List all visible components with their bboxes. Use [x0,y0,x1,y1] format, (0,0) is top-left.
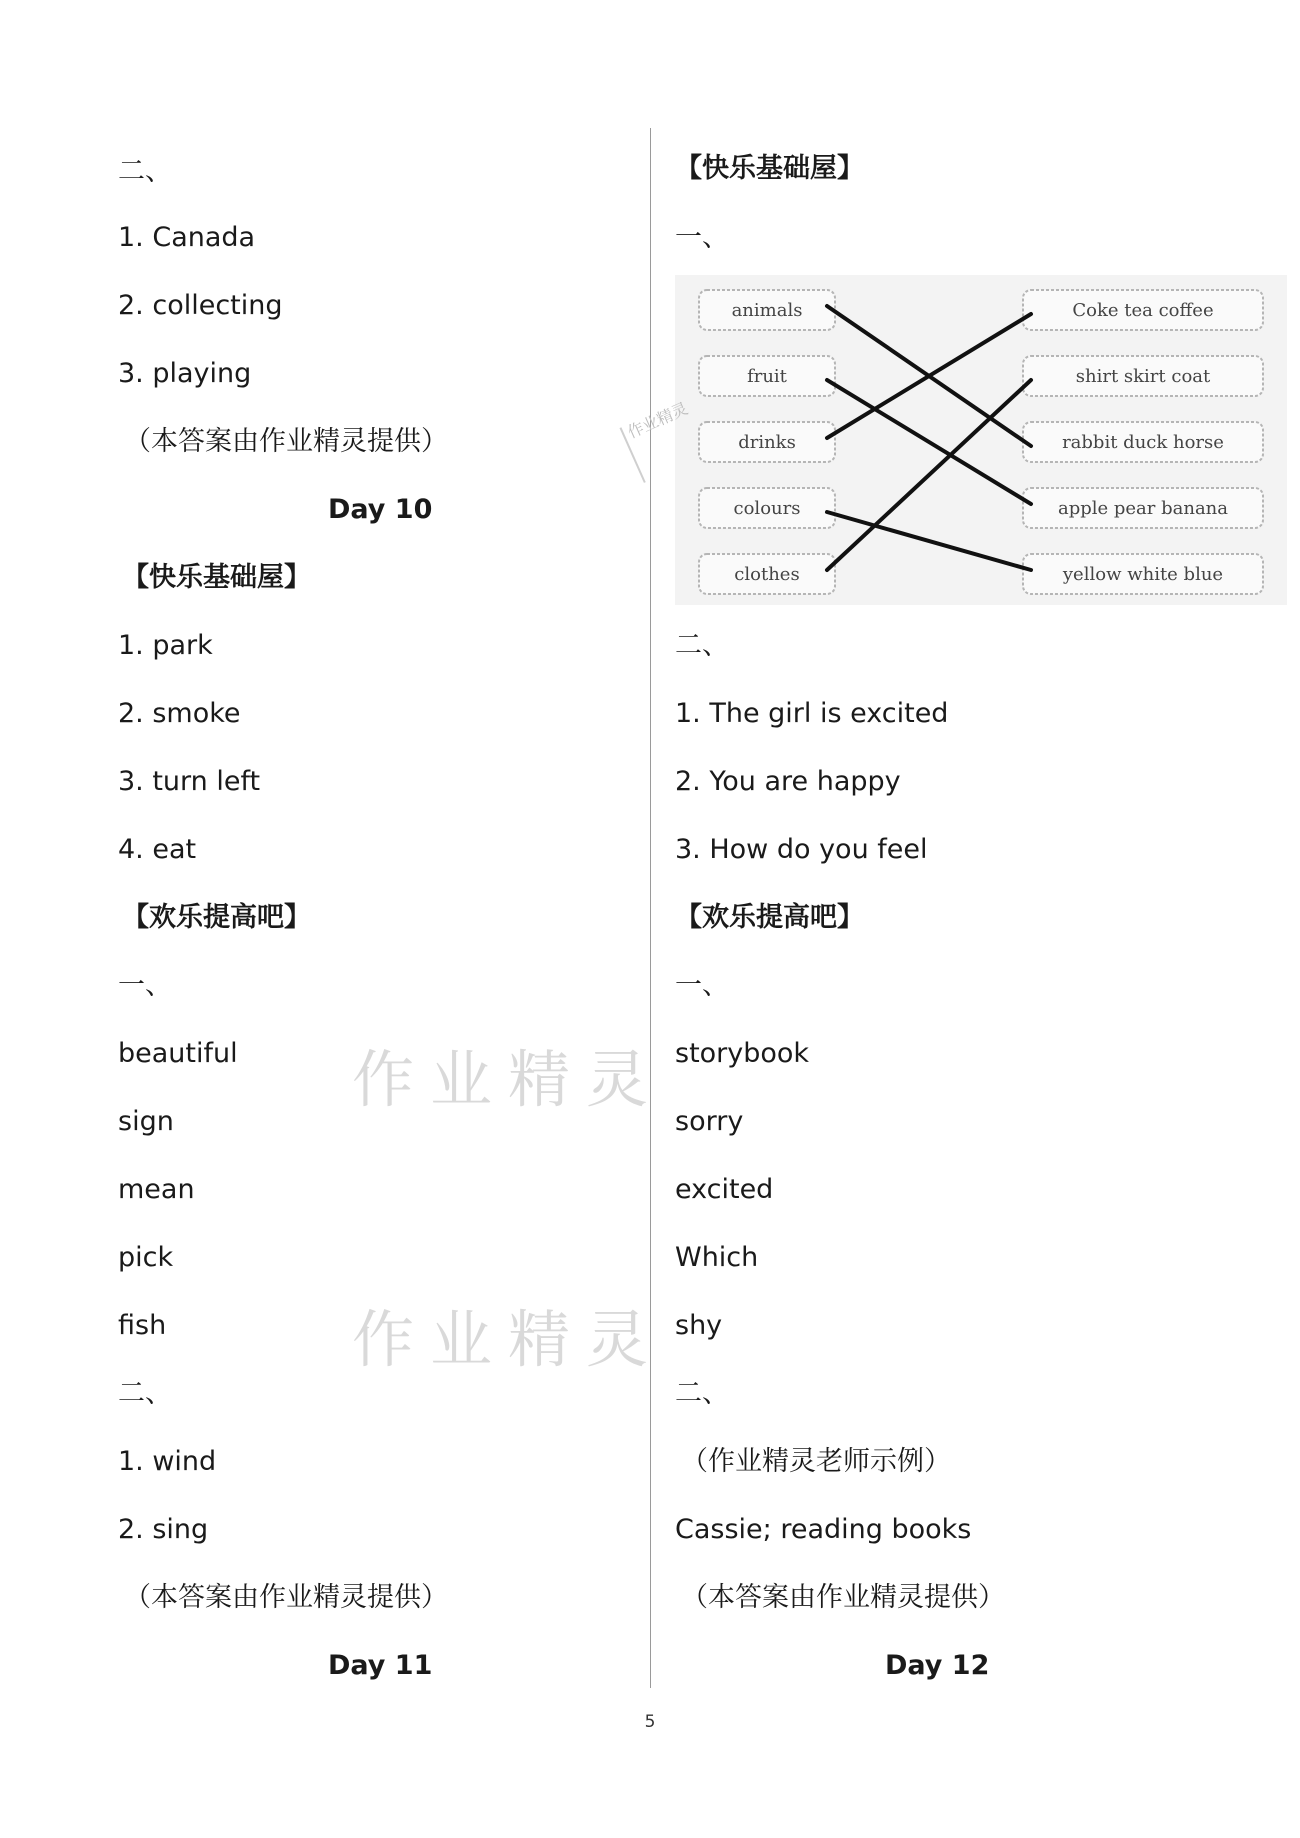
match-left-label: animals [731,300,803,321]
answer-line: 1. wind [118,1446,217,1477]
answer-word: pick [118,1242,174,1273]
section-label: 二、 [675,1378,729,1409]
matching-diagram [675,275,1287,605]
match-right-label: yellow white blue [1062,564,1224,585]
answer-word: excited [675,1174,774,1205]
source-note: （本答案由作业精灵提供） [681,1582,1005,1613]
answer-line: 3. turn left [118,766,261,797]
match-right-label: rabbit duck horse [1062,432,1224,453]
match-line [827,380,1031,504]
section-heading: 【快乐基础屋】 [675,153,864,184]
match-line [827,314,1031,438]
answer-word: beautiful [118,1038,238,1069]
answer-word: fish [118,1310,167,1341]
match-left-box [699,290,835,330]
answer-line: 3. playing [118,358,252,389]
example-answer: Cassie; reading books [675,1514,972,1545]
watermark-stamp: 作业精灵 [620,393,723,483]
match-left-label: drinks [738,432,796,453]
answer-line: 2. You are happy [675,766,901,797]
answer-line: 3. How do you feel [675,834,928,865]
source-note: （本答案由作业精灵提供） [124,1582,448,1613]
watermark: 作业精灵 [352,1303,665,1376]
match-right-box [1023,356,1263,396]
match-right-label: shirt skirt coat [1075,366,1211,387]
match-right-label: apple pear banana [1057,498,1229,519]
answer-word: sign [118,1106,174,1137]
section-label: 二、 [675,630,729,661]
match-left-box [699,488,835,528]
answer-line: 2. collecting [118,290,283,321]
match-left-box [699,554,835,594]
answer-word: shy [675,1310,723,1341]
section-label: 一、 [675,970,729,1001]
answer-line: 2. smoke [118,698,241,729]
answer-word: storybook [675,1038,810,1069]
section-heading: 【欢乐提高吧】 [122,902,311,933]
answer-word: sorry [675,1106,744,1137]
match-left-label: clothes [734,564,800,585]
answer-word: Which [675,1242,759,1273]
column-divider [650,128,651,1688]
day-heading: Day 12 [885,1650,990,1681]
answer-line: 1. park [118,630,213,661]
answer-line: 1. The girl is excited [675,698,949,729]
match-left-label: colours [733,498,801,519]
match-right-label: Coke tea coffee [1072,300,1214,321]
page-number: 5 [644,1712,656,1732]
teacher-example-note: （作业精灵老师示例） [681,1446,951,1477]
match-right-box [1023,488,1263,528]
answer-word: mean [118,1174,195,1205]
answer-line: 1. Canada [118,222,256,253]
section-heading: 【欢乐提高吧】 [675,902,864,933]
section-label: 一、 [675,222,729,253]
section-label: 一、 [118,970,172,1001]
section-label: 二、 [118,156,172,187]
source-note: （本答案由作业精灵提供） [124,426,448,457]
watermark: 作业精灵 [352,1043,665,1116]
matching-exercise [675,275,1287,605]
day-heading: Day 11 [328,1650,433,1681]
match-right-box [1023,290,1263,330]
answer-line: 2. sing [118,1514,209,1545]
match-left-box [699,356,835,396]
section-heading: 【快乐基础屋】 [122,562,311,593]
match-right-box [1023,554,1263,594]
answer-line: 4. eat [118,834,197,865]
day-heading: Day 10 [328,494,433,525]
section-label: 二、 [118,1378,172,1409]
match-left-label: fruit [747,366,787,387]
match-right-box [1023,422,1263,462]
